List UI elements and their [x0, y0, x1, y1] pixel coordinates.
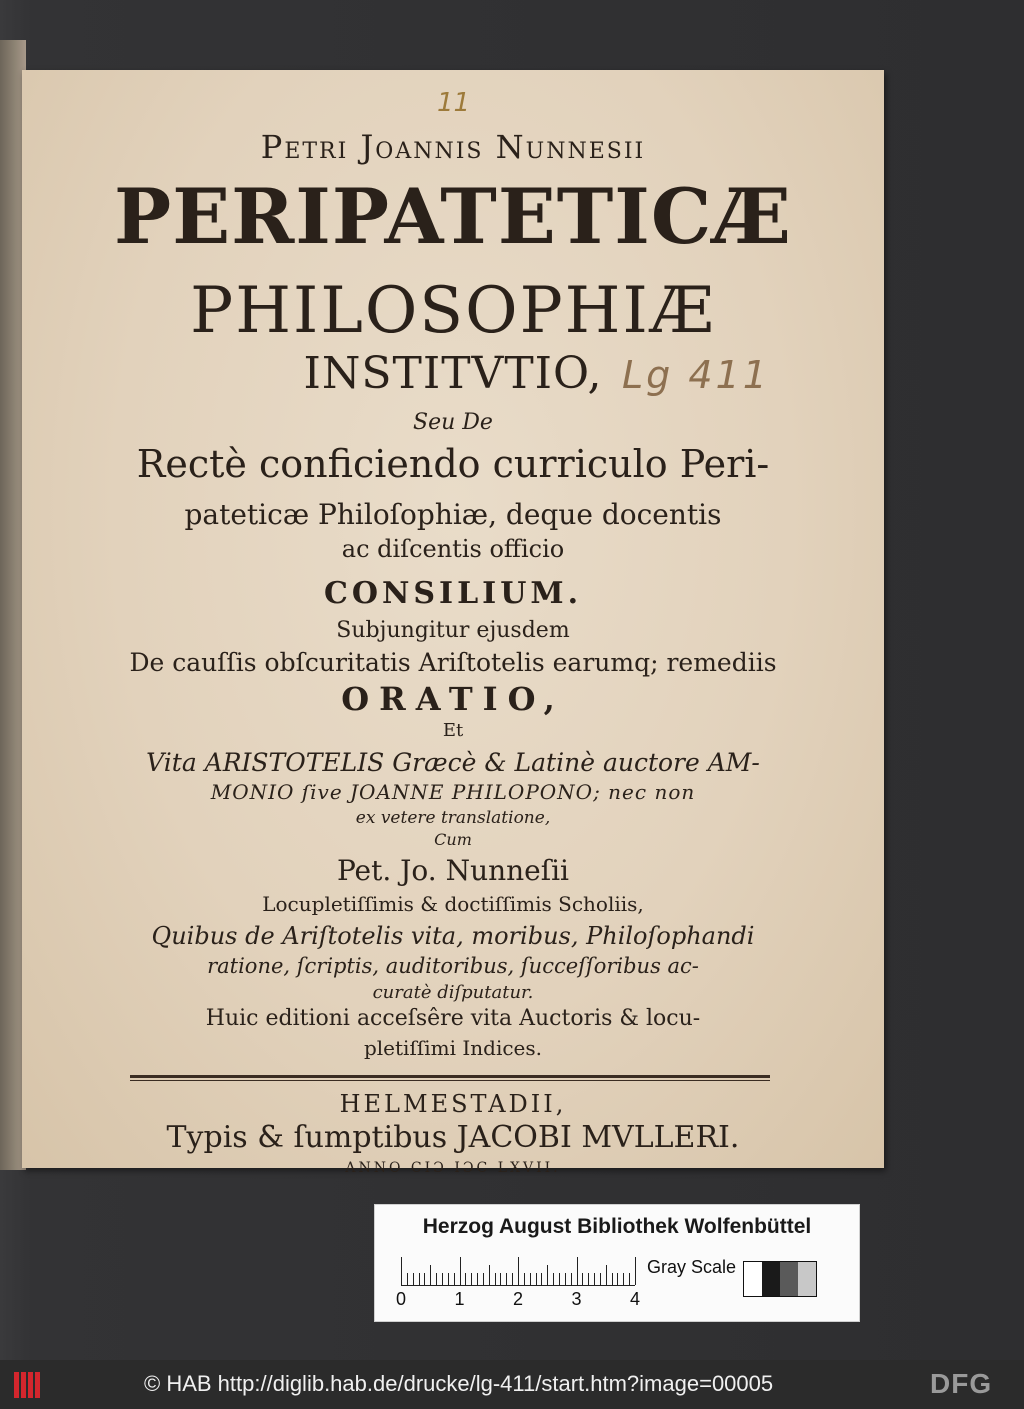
huic-line: Huic editioni acceſsêre vita Auctoris & locu- — [205, 1006, 701, 1031]
consilium-heading: CONSILIUM. — [323, 576, 583, 611]
ruler-tick — [577, 1257, 578, 1285]
et-line: Et — [442, 720, 464, 741]
ruler-tick — [471, 1273, 472, 1285]
oratio-heading: ORATIO, — [341, 680, 565, 718]
subtitle-line-1: Rectè conficiendo curriculo Peri- — [136, 442, 770, 486]
ruler-label: 3 — [571, 1289, 582, 1309]
ruler-tick — [588, 1273, 589, 1285]
gray-swatch — [762, 1262, 780, 1296]
ruler-tick — [536, 1273, 537, 1285]
ruler-tick — [419, 1273, 420, 1285]
ruler-tick — [483, 1273, 484, 1285]
ruler-tick — [489, 1265, 490, 1285]
ruler-tick — [518, 1257, 519, 1285]
hab-logo-icon — [14, 1372, 40, 1398]
title-line-3: INSTITVTIO, — [303, 348, 603, 399]
ruler-tick — [506, 1273, 507, 1285]
imprint-year: ANNO CIƆ IƆC LXVII. — [345, 1160, 561, 1176]
ruler-label: 2 — [513, 1289, 524, 1309]
subtitle-line-2: pateticæ Philoſophiæ, deque docentis — [184, 498, 722, 531]
ruler-tick — [530, 1273, 531, 1285]
seu-de-line: Seu De — [413, 410, 493, 435]
ex-vetere-line: ex vetere translatione, — [355, 808, 551, 828]
ruler-tick — [454, 1273, 455, 1285]
ruler-tick — [623, 1273, 624, 1285]
author-line: Petri Joannis Nunnesii — [260, 128, 646, 166]
ruler-label: 1 — [454, 1289, 465, 1309]
ruler-tick — [553, 1273, 554, 1285]
ruler-tick — [430, 1265, 431, 1285]
ruler-tick — [582, 1273, 583, 1285]
gray-swatch — [798, 1262, 816, 1296]
ruler-tick — [559, 1273, 560, 1285]
de-causis-line: De cauſſis obſcuritatis Ariſtotelis earumq; remediis — [129, 648, 777, 677]
quibus-line: Quibus de Ariſtotelis vita, moribus, Philoſophandi — [151, 922, 755, 950]
ruler-tick — [524, 1273, 525, 1285]
ruler-tick — [495, 1273, 496, 1285]
gray-swatch — [780, 1262, 798, 1296]
locupletissimis-line: Locupletiſſimis & doctiſſimis Scholiis, — [262, 892, 644, 916]
imprint-printer: Typis & ſumptibus JACOBI MVLLERI. — [166, 1120, 740, 1155]
title-line-1: PERIPATETICÆ — [114, 172, 792, 261]
cum-line: Cum — [434, 830, 472, 849]
imprint-rule-thin — [130, 1080, 770, 1081]
manuscript-number: 11 — [437, 88, 471, 118]
imprint-rule — [130, 1075, 770, 1078]
subtitle-line-3: ac diſcentis officio — [341, 535, 565, 563]
ruler-label: 0 — [396, 1289, 407, 1309]
dfg-logo: DFG — [930, 1368, 993, 1399]
ruler-tick — [500, 1273, 501, 1285]
library-name: Herzog August Bibliothek Wolfenbüttel — [422, 1215, 812, 1238]
vita-line: Vita ARISTOTELIS Græcè & Latinè auctore AM- — [146, 748, 760, 777]
ratione-line: ratione, ſcriptis, auditoribus, ſucceſſoribus ac- — [207, 954, 699, 978]
ruler-tick — [606, 1265, 607, 1285]
ruler-tick — [612, 1273, 613, 1285]
ruler-tick — [407, 1273, 408, 1285]
ruler-tick — [401, 1257, 402, 1285]
ruler-tick — [629, 1273, 630, 1285]
ruler-tick — [424, 1273, 425, 1285]
ruler-tick — [565, 1273, 566, 1285]
gray-swatch — [744, 1262, 762, 1296]
title-line-2: PHILOSOPHIÆ — [190, 274, 716, 348]
handwritten-shelfmark: Lg 411 — [622, 353, 770, 397]
ruler-tick — [442, 1273, 443, 1285]
library-color-card — [374, 1204, 860, 1322]
viewer-footer — [0, 1360, 1024, 1409]
pletissimi-line: pletiſſimi Indices. — [363, 1036, 543, 1060]
imprint-place: HELMESTADII, — [339, 1090, 567, 1118]
ruler-tick — [477, 1273, 478, 1285]
ruler-tick — [460, 1257, 461, 1285]
ruler-tick — [547, 1265, 548, 1285]
copyright-url[interactable]: © HAB http://diglib.hab.de/drucke/lg-411/start.htm?image=00005 — [144, 1371, 774, 1396]
ruler-tick — [635, 1257, 636, 1285]
ruler-tick — [512, 1273, 513, 1285]
gray-scale-swatches — [743, 1261, 817, 1297]
ruler-tick — [436, 1273, 437, 1285]
title-page — [22, 70, 884, 1176]
ruler-tick — [617, 1273, 618, 1285]
ruler-tick — [571, 1273, 572, 1285]
ruler-tick — [413, 1273, 414, 1285]
gray-scale-label: Gray Scale — [647, 1257, 737, 1277]
ruler-tick — [600, 1273, 601, 1285]
ruler-tick — [541, 1273, 542, 1285]
subjungitur-line: Subjungitur ejusdem — [336, 618, 570, 643]
scale-ruler — [401, 1255, 635, 1286]
ruler-tick — [594, 1273, 595, 1285]
monio-line: MONIO ſive JOANNE PHILOPONO; nec non — [210, 780, 696, 804]
curate-line: curatè diſputatur. — [372, 982, 534, 1003]
pet-jo-line: Pet. Jo. Nunneſii — [336, 854, 570, 887]
ruler-tick — [448, 1273, 449, 1285]
ruler-tick — [465, 1273, 466, 1285]
ruler-label: 4 — [630, 1289, 641, 1309]
